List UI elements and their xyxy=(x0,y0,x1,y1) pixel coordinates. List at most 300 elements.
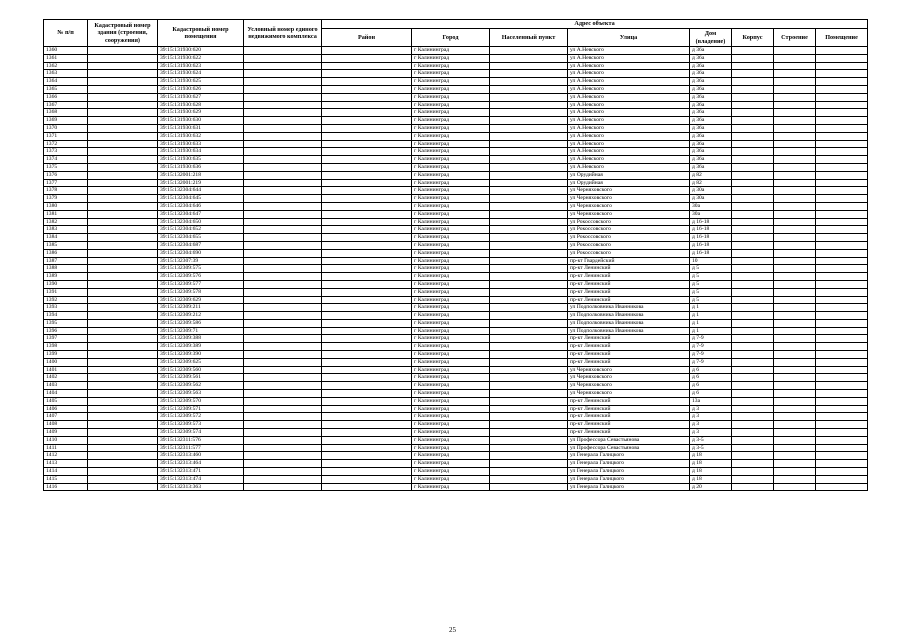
cell-cad-building xyxy=(88,187,158,195)
cell-settlement xyxy=(490,296,568,304)
cell-num: 1366 xyxy=(44,93,88,101)
cell-settlement xyxy=(490,148,568,156)
cell-district xyxy=(322,374,412,382)
cell-district xyxy=(322,171,412,179)
cell-num: 1403 xyxy=(44,382,88,390)
cell-city: г Калининград xyxy=(412,421,490,429)
cell-house: д 6 xyxy=(690,374,732,382)
cell-premise xyxy=(816,452,868,460)
table-row xyxy=(44,62,868,70)
cell-cad-building xyxy=(88,483,158,491)
cell-building xyxy=(774,163,816,171)
cell-cad-premise: 39:15:132309:576 xyxy=(158,273,244,281)
cell-house: д 36а xyxy=(690,62,732,70)
cell-settlement xyxy=(490,335,568,343)
cell-district xyxy=(322,210,412,218)
cell-premise xyxy=(816,163,868,171)
cell-city: г Калининград xyxy=(412,187,490,195)
cell-cond-number xyxy=(244,460,322,468)
cell-street: ул Профессора Севастьянова xyxy=(568,444,690,452)
cell-district xyxy=(322,202,412,210)
cell-cad-building xyxy=(88,195,158,203)
table-row xyxy=(44,288,868,296)
header-city: Город xyxy=(412,29,490,47)
cell-district xyxy=(322,296,412,304)
cell-cad-building xyxy=(88,273,158,281)
cell-building xyxy=(774,397,816,405)
cell-cond-number xyxy=(244,273,322,281)
cell-cad-building xyxy=(88,101,158,109)
cell-settlement xyxy=(490,101,568,109)
cell-num: 1410 xyxy=(44,436,88,444)
cell-num: 1377 xyxy=(44,179,88,187)
cell-num: 1373 xyxy=(44,148,88,156)
cell-house: д 5 xyxy=(690,288,732,296)
cell-premise xyxy=(816,475,868,483)
cell-cad-premise: 39:15:132309:575 xyxy=(158,265,244,273)
cell-settlement xyxy=(490,468,568,476)
cell-city: г Калининград xyxy=(412,304,490,312)
cell-premise xyxy=(816,257,868,265)
cell-house: д 36а xyxy=(690,163,732,171)
cell-house: д 1 xyxy=(690,304,732,312)
cell-cad-premise: 39:15:132309:211 xyxy=(158,304,244,312)
cell-building xyxy=(774,54,816,62)
cell-house: д 16-18 xyxy=(690,241,732,249)
cell-cad-building xyxy=(88,460,158,468)
cell-district xyxy=(322,156,412,164)
cell-house: д 36а xyxy=(690,47,732,55)
cell-building xyxy=(774,319,816,327)
cell-house: д 6 xyxy=(690,390,732,398)
table-row xyxy=(44,93,868,101)
cell-premise xyxy=(816,47,868,55)
cell-premise xyxy=(816,210,868,218)
header-street: Улица xyxy=(568,29,690,47)
cell-house: д 6 xyxy=(690,382,732,390)
page-number: 25 xyxy=(449,626,456,634)
cell-house: д 5 xyxy=(690,280,732,288)
cell-city: г Калининград xyxy=(412,335,490,343)
cell-cad-premise: 39:15:132309:561 xyxy=(158,374,244,382)
cell-district xyxy=(322,460,412,468)
cell-cad-premise: 39:15:132309:573 xyxy=(158,421,244,429)
cell-house: д 18 xyxy=(690,452,732,460)
cell-cond-number xyxy=(244,319,322,327)
cell-street: пр-кт Ленинский xyxy=(568,351,690,359)
cell-house: д 5 xyxy=(690,273,732,281)
cell-cond-number xyxy=(244,179,322,187)
cell-street: ул Черняховского xyxy=(568,366,690,374)
cell-cad-premise: 39:15:132309:563 xyxy=(158,390,244,398)
cell-num: 1414 xyxy=(44,468,88,476)
cell-district xyxy=(322,62,412,70)
cell-building xyxy=(774,257,816,265)
cell-korpus xyxy=(732,366,774,374)
cell-street: пр-кт Ленинский xyxy=(568,265,690,273)
cell-cad-building xyxy=(88,109,158,117)
cell-korpus xyxy=(732,257,774,265)
cell-house: д 1 xyxy=(690,327,732,335)
cell-num: 1411 xyxy=(44,444,88,452)
cell-house: д 5 xyxy=(690,296,732,304)
cell-building xyxy=(774,202,816,210)
cell-district xyxy=(322,397,412,405)
cell-cad-building xyxy=(88,452,158,460)
cell-cad-premise: 39:15:131930:620 xyxy=(158,47,244,55)
cell-street: пр-кт Ленинский xyxy=(568,335,690,343)
cell-district xyxy=(322,101,412,109)
cell-korpus xyxy=(732,179,774,187)
cell-street: ул Подполковника Иванникова xyxy=(568,304,690,312)
cell-cond-number xyxy=(244,257,322,265)
cell-settlement xyxy=(490,163,568,171)
cell-cond-number xyxy=(244,390,322,398)
cell-korpus xyxy=(732,202,774,210)
cell-settlement xyxy=(490,319,568,327)
cell-num: 1402 xyxy=(44,374,88,382)
table-row xyxy=(44,413,868,421)
cell-num: 1388 xyxy=(44,265,88,273)
cell-premise xyxy=(816,468,868,476)
cell-city: г Калининград xyxy=(412,148,490,156)
cell-building xyxy=(774,171,816,179)
cell-street: пр-кт Ленинский xyxy=(568,358,690,366)
cell-cond-number xyxy=(244,218,322,226)
cell-building xyxy=(774,179,816,187)
cell-cond-number xyxy=(244,124,322,132)
cell-korpus xyxy=(732,444,774,452)
cell-cad-building xyxy=(88,358,158,366)
cell-district xyxy=(322,257,412,265)
cell-street: ул А.Невского xyxy=(568,70,690,78)
cell-building xyxy=(774,241,816,249)
cell-cad-premise: 39:15:132304:690 xyxy=(158,249,244,257)
cell-num: 1385 xyxy=(44,241,88,249)
header-cond-number: Условный номер единого недвижимого комплекса xyxy=(244,20,322,47)
cell-cad-premise: 39:15:131930:626 xyxy=(158,85,244,93)
cell-city: г Калининград xyxy=(412,351,490,359)
cell-cond-number xyxy=(244,327,322,335)
table-row xyxy=(44,163,868,171)
cell-city: г Калининград xyxy=(412,234,490,242)
cell-premise xyxy=(816,70,868,78)
table-row xyxy=(44,117,868,125)
cell-building xyxy=(774,101,816,109)
cell-building xyxy=(774,366,816,374)
cell-korpus xyxy=(732,101,774,109)
cell-num: 1365 xyxy=(44,85,88,93)
cell-korpus xyxy=(732,70,774,78)
table-row xyxy=(44,483,868,491)
cell-cad-premise: 39:15:131930:630 xyxy=(158,117,244,125)
cell-house: д 18 xyxy=(690,475,732,483)
cell-cad-building xyxy=(88,397,158,405)
cell-building xyxy=(774,187,816,195)
cell-premise xyxy=(816,195,868,203)
cell-premise xyxy=(816,101,868,109)
cell-cond-number xyxy=(244,452,322,460)
registry-sheet xyxy=(43,19,867,491)
cell-house: д 3 xyxy=(690,421,732,429)
cell-cond-number xyxy=(244,101,322,109)
cell-num: 1397 xyxy=(44,335,88,343)
cell-building xyxy=(774,265,816,273)
cell-cad-building xyxy=(88,374,158,382)
cell-settlement xyxy=(490,241,568,249)
cell-house: д 3-5 xyxy=(690,444,732,452)
cell-korpus xyxy=(732,374,774,382)
cell-cad-premise: 39:15:132304:645 xyxy=(158,195,244,203)
cell-cad-building xyxy=(88,218,158,226)
cell-num: 1407 xyxy=(44,413,88,421)
cell-district xyxy=(322,249,412,257)
cell-house: д 18 xyxy=(690,460,732,468)
header-district: Район xyxy=(322,29,412,47)
cell-district xyxy=(322,288,412,296)
cell-building xyxy=(774,421,816,429)
cell-cad-building xyxy=(88,351,158,359)
table-row xyxy=(44,452,868,460)
cell-house: д 7-9 xyxy=(690,358,732,366)
cell-house: д 16-18 xyxy=(690,234,732,242)
cell-street: ул Черняховского xyxy=(568,382,690,390)
cell-cond-number xyxy=(244,241,322,249)
cell-cond-number xyxy=(244,382,322,390)
cell-korpus xyxy=(732,163,774,171)
cell-cad-building xyxy=(88,85,158,93)
cell-district xyxy=(322,452,412,460)
cell-cad-building xyxy=(88,413,158,421)
cell-premise xyxy=(816,171,868,179)
cell-cad-building xyxy=(88,257,158,265)
cell-korpus xyxy=(732,343,774,351)
cell-premise xyxy=(816,421,868,429)
cell-settlement xyxy=(490,47,568,55)
cell-cond-number xyxy=(244,132,322,140)
cell-korpus xyxy=(732,475,774,483)
cell-street: ул Генерала Галицкого xyxy=(568,483,690,491)
cell-num: 1399 xyxy=(44,351,88,359)
cell-premise xyxy=(816,429,868,437)
table-row xyxy=(44,358,868,366)
cell-cad-building xyxy=(88,210,158,218)
cell-cond-number xyxy=(244,78,322,86)
cell-city: г Калининград xyxy=(412,93,490,101)
cell-korpus xyxy=(732,249,774,257)
cell-cad-building xyxy=(88,312,158,320)
cell-city: г Калининград xyxy=(412,70,490,78)
cell-building xyxy=(774,413,816,421)
cell-cond-number xyxy=(244,475,322,483)
cell-street: ул А.Невского xyxy=(568,117,690,125)
cell-house: д 82 xyxy=(690,179,732,187)
cell-cad-premise: 39:15:131930:625 xyxy=(158,78,244,86)
table-row xyxy=(44,273,868,281)
cell-cad-premise: 39:15:132309:389 xyxy=(158,343,244,351)
cell-building xyxy=(774,78,816,86)
cell-building xyxy=(774,296,816,304)
cell-street: ул Подполковника Иванникова xyxy=(568,327,690,335)
cell-cad-building xyxy=(88,124,158,132)
cell-premise xyxy=(816,319,868,327)
cell-house: д 36а xyxy=(690,124,732,132)
cell-district xyxy=(322,226,412,234)
cell-korpus xyxy=(732,421,774,429)
cell-cond-number xyxy=(244,265,322,273)
cell-cad-building xyxy=(88,421,158,429)
header-house: Дом (владение) xyxy=(690,29,732,47)
cell-building xyxy=(774,483,816,491)
cell-settlement xyxy=(490,124,568,132)
cell-premise xyxy=(816,351,868,359)
cell-num: 1389 xyxy=(44,273,88,281)
cell-city: г Калининград xyxy=(412,280,490,288)
cell-settlement xyxy=(490,78,568,86)
table-row xyxy=(44,218,868,226)
cell-premise xyxy=(816,390,868,398)
cell-premise xyxy=(816,202,868,210)
cell-street: ул Орудийная xyxy=(568,171,690,179)
cell-city: г Калининград xyxy=(412,366,490,374)
cell-num: 1409 xyxy=(44,429,88,437)
cell-cad-premise: 39:15:132304:646 xyxy=(158,202,244,210)
cell-district xyxy=(322,195,412,203)
cell-korpus xyxy=(732,210,774,218)
cell-settlement xyxy=(490,218,568,226)
cell-house: д 36а xyxy=(690,101,732,109)
table-row xyxy=(44,390,868,398)
cell-num: 1404 xyxy=(44,390,88,398)
cell-house: д 36а xyxy=(690,132,732,140)
cell-city: г Калининград xyxy=(412,343,490,351)
cell-building xyxy=(774,93,816,101)
cell-cond-number xyxy=(244,187,322,195)
cell-district xyxy=(322,358,412,366)
cell-district xyxy=(322,382,412,390)
cell-street: ул Генерала Галицкого xyxy=(568,475,690,483)
cell-korpus xyxy=(732,397,774,405)
cell-street: ул Черняховского xyxy=(568,210,690,218)
cell-city: г Калининград xyxy=(412,483,490,491)
cell-cad-premise: 39:15:132313:464 xyxy=(158,460,244,468)
cell-street: пр-кт Гвардейский xyxy=(568,257,690,265)
cell-premise xyxy=(816,156,868,164)
cell-korpus xyxy=(732,218,774,226)
cell-premise xyxy=(816,132,868,140)
cell-district xyxy=(322,343,412,351)
cell-cad-building xyxy=(88,429,158,437)
cell-house: д 3 xyxy=(690,405,732,413)
cell-num: 1392 xyxy=(44,296,88,304)
table-row xyxy=(44,382,868,390)
cell-house: д 7-9 xyxy=(690,335,732,343)
cell-building xyxy=(774,475,816,483)
cell-settlement xyxy=(490,452,568,460)
cell-street: ул А.Невского xyxy=(568,132,690,140)
cell-korpus xyxy=(732,288,774,296)
cell-num: 1360 xyxy=(44,47,88,55)
cell-house: д 6 xyxy=(690,366,732,374)
cell-cond-number xyxy=(244,62,322,70)
cell-city: г Калининград xyxy=(412,257,490,265)
table-row xyxy=(44,257,868,265)
cell-settlement xyxy=(490,226,568,234)
cell-cond-number xyxy=(244,429,322,437)
cell-city: г Калининград xyxy=(412,397,490,405)
cell-house: 30а xyxy=(690,202,732,210)
cell-cad-building xyxy=(88,405,158,413)
cell-settlement xyxy=(490,187,568,195)
cell-house: 13а xyxy=(690,397,732,405)
cell-street: ул Черняховского xyxy=(568,187,690,195)
cell-settlement xyxy=(490,156,568,164)
cell-city: г Калининград xyxy=(412,179,490,187)
cell-premise xyxy=(816,78,868,86)
cell-district xyxy=(322,436,412,444)
cell-city: г Калининград xyxy=(412,47,490,55)
cell-house: д 30а xyxy=(690,187,732,195)
cell-district xyxy=(322,413,412,421)
cell-cad-premise: 39:15:131930:628 xyxy=(158,101,244,109)
cell-district xyxy=(322,78,412,86)
table-row xyxy=(44,132,868,140)
cell-district xyxy=(322,234,412,242)
cell-building xyxy=(774,109,816,117)
cell-settlement xyxy=(490,351,568,359)
cell-district xyxy=(322,468,412,476)
cell-cad-premise: 39:15:132309:560 xyxy=(158,366,244,374)
cell-korpus xyxy=(732,226,774,234)
cell-num: 1375 xyxy=(44,163,88,171)
cell-cad-building xyxy=(88,304,158,312)
cell-cond-number xyxy=(244,117,322,125)
table-body xyxy=(44,47,868,491)
table-row xyxy=(44,397,868,405)
cell-street: пр-кт Ленинский xyxy=(568,343,690,351)
cell-house: д 20 xyxy=(690,483,732,491)
cell-korpus xyxy=(732,241,774,249)
cell-cond-number xyxy=(244,195,322,203)
cell-num: 1361 xyxy=(44,54,88,62)
cell-street: ул Рокоссовского xyxy=(568,218,690,226)
cell-district xyxy=(322,319,412,327)
header-korpus: Корпус xyxy=(732,29,774,47)
cell-cond-number xyxy=(244,202,322,210)
cell-street: ул Подполковника Иванникова xyxy=(568,319,690,327)
cell-premise xyxy=(816,93,868,101)
cell-district xyxy=(322,70,412,78)
cell-cad-building xyxy=(88,249,158,257)
cell-house: 30а xyxy=(690,210,732,218)
cell-num: 1400 xyxy=(44,358,88,366)
cell-premise xyxy=(816,327,868,335)
cell-cond-number xyxy=(244,249,322,257)
cell-cad-premise: 39:15:132304:652 xyxy=(158,226,244,234)
cell-city: г Калининград xyxy=(412,62,490,70)
cell-cond-number xyxy=(244,413,322,421)
cell-korpus xyxy=(732,234,774,242)
cell-cad-building xyxy=(88,468,158,476)
cell-street: ул Генерала Галицкого xyxy=(568,452,690,460)
cell-building xyxy=(774,429,816,437)
cell-building xyxy=(774,374,816,382)
cell-cad-premise: 39:15:132309:586 xyxy=(158,319,244,327)
cell-cad-premise: 39:15:132304:650 xyxy=(158,218,244,226)
cell-num: 1370 xyxy=(44,124,88,132)
cell-city: г Калининград xyxy=(412,156,490,164)
cell-building xyxy=(774,210,816,218)
